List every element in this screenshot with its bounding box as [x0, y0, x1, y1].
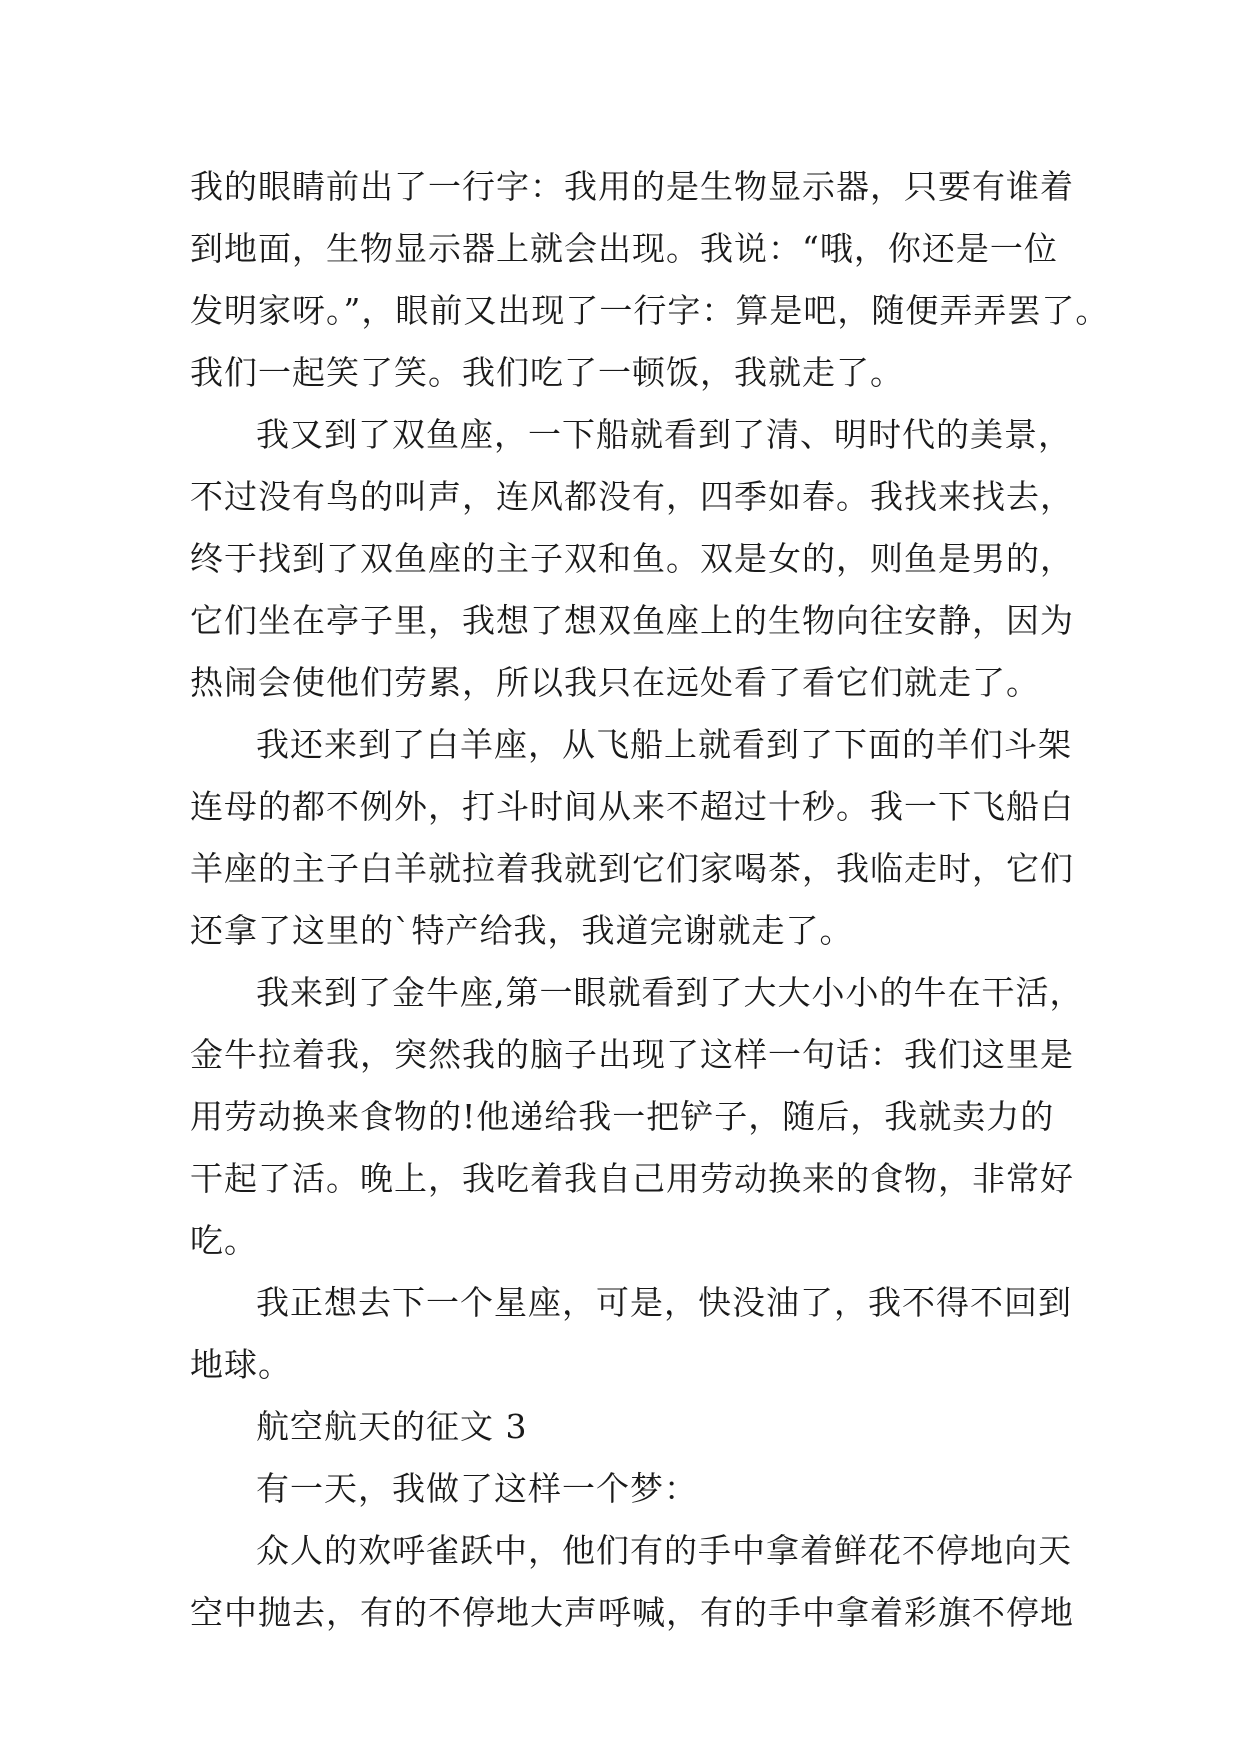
text-line: 发明家呀。”，眼前又出现了一行字：算是吧，随便弄弄罢了。: [190, 291, 1110, 330]
text-line: 航空航天的征文 3: [256, 1407, 528, 1446]
text-line: 有一天，我做了这样一个梦：: [256, 1469, 698, 1508]
text-line: 热闹会使他们劳累，所以我只在远处看了看它们就走了。: [190, 663, 1040, 702]
text-line: 我们一起笑了笑。我们吃了一顿饭，我就走了。: [190, 353, 904, 392]
text-line: 干起了活。晚上，我吃着我自己用劳动换来的食物，非常好: [190, 1159, 1074, 1198]
text-line: 众人的欢呼雀跃中，他们有的手中拿着鲜花不停地向天: [256, 1531, 1072, 1570]
text-line: 空中抛去，有的不停地大声呼喊，有的手中拿着彩旗不停地: [190, 1593, 1074, 1632]
text-line: 它们坐在亭子里，我想了想双鱼座上的生物向往安静，因为: [190, 601, 1074, 640]
text-line: 羊座的主子白羊就拉着我就到它们家喝茶，我临走时，它们: [190, 849, 1074, 888]
text-line: 还拿了这里的`特产给我，我道完谢就走了。: [190, 911, 854, 950]
text-line: 地球。: [190, 1345, 292, 1384]
text-line: 金牛拉着我，突然我的脑子出现了这样一句话：我们这里是: [190, 1035, 1074, 1074]
text-line: 我又到了双鱼座，一下船就看到了清、明时代的美景，: [256, 415, 1072, 454]
text-line: 我的眼睛前出了一行字：我用的是生物显示器，只要有谁着: [190, 167, 1074, 206]
body-text: [190, 156, 1110, 1644]
text-line: 用劳动换来食物的!他递给我一把铲子，随后，我就卖力的: [190, 1097, 1055, 1136]
text-line: 终于找到了双鱼座的主子双和鱼。双是女的，则鱼是男的，: [190, 539, 1074, 578]
text-line: 连母的都不例外，打斗时间从来不超过十秒。我一下飞船白: [190, 787, 1074, 826]
text-line: 我还来到了白羊座，从飞船上就看到了下面的羊们斗架: [256, 725, 1072, 764]
text-line: 我正想去下一个星座，可是，快没油了，我不得不回到: [256, 1283, 1072, 1322]
text-line: 我来到了金牛座,第一眼就看到了大大小小的牛在干活，: [256, 973, 1084, 1012]
text-line: 不过没有鸟的叫声，连风都没有，四季如春。我找来找去，: [190, 477, 1074, 516]
text-line: 到地面，生物显示器上就会出现。我说：“哦，你还是一位: [190, 229, 1058, 268]
text-line: 吃。: [190, 1221, 258, 1260]
